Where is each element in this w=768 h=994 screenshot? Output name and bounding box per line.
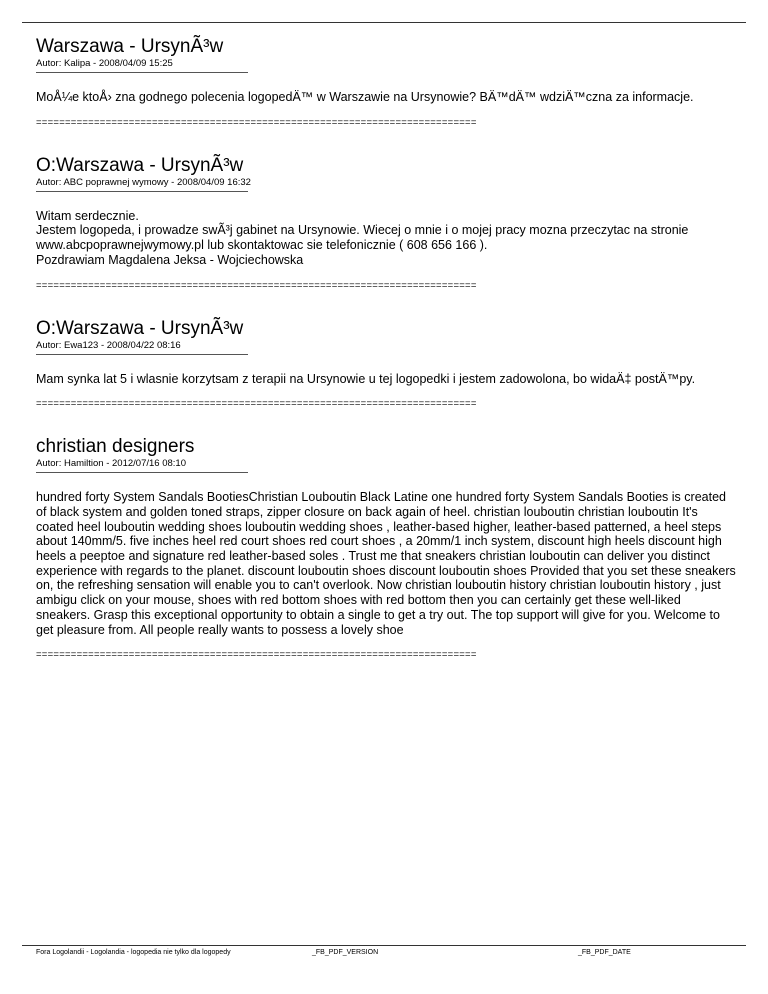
post-title: Warszawa - UrsynÃ³w (36, 36, 224, 57)
post-separator: ============================================================================ (36, 649, 477, 661)
meta-divider (36, 472, 248, 473)
post-separator: ============================================================================ (36, 279, 477, 291)
footer-forum-title: Fora Logolandii - Logolandia - logopedia nie tylko dla logopedy (36, 949, 231, 956)
post-body (36, 490, 736, 637)
post-body-line: Pozdrawiam Magdalena Jeksa - Wojciechowska (36, 252, 304, 267)
footer-rule (22, 945, 746, 946)
post-meta: Autor: Kalipa - 2008/04/09 15:25 (36, 58, 173, 69)
post (36, 436, 736, 660)
post-body-line: Mam synka lat 5 i wlasnie korzytsam z terapii na Ursynowie u tej logopedki i jestem zadowolona, bo widaÄ‡ postÄ™py. (36, 371, 696, 386)
footer-date: _FB_PDF_DATE (578, 949, 631, 956)
post-body-line: MoÅ¼e ktoÅ› zna godnego polecenia logopedÄ™ w Warszawie na Ursynowie? BÄ™dÄ™ wdziÄ™czna za informacje. (36, 90, 694, 104)
meta-divider (36, 72, 248, 73)
post-body (36, 372, 736, 387)
footer-version: _FB_PDF_VERSION (312, 949, 379, 956)
post-body (36, 209, 736, 268)
post-meta: Autor: Ewa123 - 2008/04/22 08:16 (36, 339, 181, 351)
post-title: O:Warszawa - UrsynÃ³w (36, 154, 244, 176)
post (36, 36, 736, 128)
post-title: christian designers (36, 436, 195, 458)
post-body-line: Witam serdecznie. (36, 208, 139, 223)
post-separator: ============================================================================ (36, 398, 477, 410)
post (36, 318, 736, 410)
top-rule (22, 22, 746, 23)
post (36, 155, 736, 291)
meta-divider (36, 191, 248, 192)
meta-divider (36, 354, 248, 355)
post-body (36, 90, 736, 105)
post-body-line: hundred forty System Sandals BootiesChristian Louboutin Black Latine one hundred forty System Sandals Booties is created of black system and golden toned straps, zipper closure on back again of heel. christian louboutin christian louboutin It's coated heel louboutin wedding shoes louboutin wedding shoes , leather-based higher, leather-based patterned, a heel steps about 140mm/5. five inches heel red court shoes red court shoes , a 20mm/1 inch system, discount high heels discount high heels a peeptoe and signature red leather-based soles . Trust me that sneakers christian louboutin can deliver you distinct experience with regards to the planet. discount louboutin shoes discount louboutin shoes Provided that you set these sneakers on, the refreshing sensation will enable you to can't overlook. Now christian louboutin history christian louboutin history , just ambigu click on your mouse, shoes with red bottom shoes with red bottom then you can certainly get these well-liked sneakers. Grasp this exceptional opportunity to obtain a single to get a try out. The top support will give for you. Welcome to get pleasure from. All people really wants to possess a lovely shoe (36, 490, 736, 637)
post-separator: ============================================================================ (36, 116, 477, 128)
post-meta: Autor: Hamiltion - 2012/07/16 08:10 (36, 458, 186, 470)
posts-container (36, 36, 736, 687)
post-title: O:Warszawa - UrsynÃ³w (36, 317, 244, 339)
post-body-line: Jestem logopeda, i prowadze swÃ³j gabinet na Ursynowie. Wiecej o mnie i o mojej pracy mozna przeczytac na stronie www.abcpoprawnejwymowy.pl lub skontaktowac sie telefonicznie ( 608 656 166 ). (36, 223, 689, 253)
post-meta: Autor: ABC poprawnej wymowy - 2008/04/09 16:32 (36, 176, 251, 188)
